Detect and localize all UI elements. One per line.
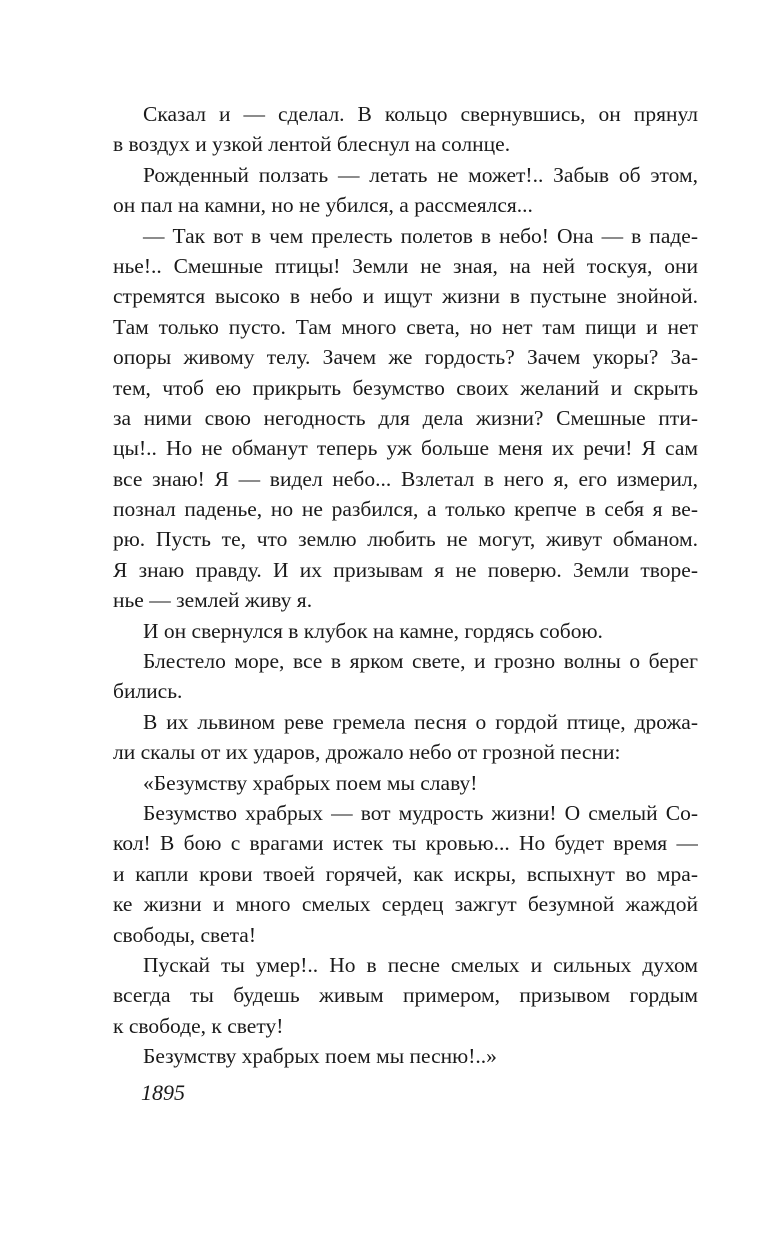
text-line: В их львином реве гремела песня о гордой птице, дрожа- (143, 709, 698, 734)
text-line: к свободе, к свету! (113, 1013, 284, 1038)
text-line: все знаю! Я — видел небо... Взлетал в него я, его измерил, (113, 466, 698, 491)
text-line: цы!.. Но не обманут теперь уж больше меня их речи! Я сам (113, 436, 698, 461)
text-line: Сказал и — сделал. В кольцо свернувшись, он прянул (143, 102, 698, 126)
text-line: тем, чтоб ею прикрыть безумство своих желаний и скрыть (113, 375, 698, 400)
text-line: бились. (113, 679, 183, 704)
text-line: ке жизни и много смелых сердец зажгут безумной жаждой (113, 892, 698, 917)
text-line: И он свернулся в клубок на камне, гордясь собою. (143, 618, 603, 643)
text-line: Там только пусто. Там много света, но нет там пищи и нет (113, 314, 698, 339)
text-line: свободы, света! (113, 922, 256, 947)
text-line: Безумству храбрых поем мы песню!..» (143, 1044, 497, 1069)
text-body (113, 99, 698, 1072)
text-line: в воздух и узкой лентой блеснул на солнце. (113, 132, 511, 157)
text-line: нье — землей живу я. (113, 588, 313, 613)
text-line: и капли крови твоей горячей, как искры, вспыхнут во мра- (113, 861, 698, 886)
text-line: стремятся высоко в небо и ищут жизни в пустыне знойной. (113, 284, 698, 309)
text-line: он пал на камни, но не убился, а рассмеялся... (113, 193, 533, 218)
text-line: за ними свою негодность для дела жизни? Смешные пти- (113, 405, 698, 430)
text-line: нье!.. Смешные птицы! Земли не зная, на ней тоскуя, они (113, 253, 698, 278)
text-line: Пускай ты умер!.. Но в песне смелых и сильных духом (143, 952, 698, 977)
text-line: Рожденный ползать — летать не может!.. Забыв об этом, (143, 162, 698, 187)
year-date: 1895 (141, 1080, 185, 1105)
text-line: кол! В бою с врагами истек ты кровью... Но будет время — (113, 831, 698, 856)
text-line: опоры живому телу. Зачем же гордость? Зачем укоры? За- (113, 345, 698, 370)
text-line: рю. Пусть те, что землю любить не могут, живут обманом. (113, 527, 698, 552)
text-line: ли скалы от их ударов, дрожало небо от грозной песни: (113, 740, 621, 765)
text-line: познал паденье, но не разбился, а только крепче в себя я ве- (113, 497, 698, 522)
text-line: Я знаю правду. И их призывам я не поверю. Земли творе- (113, 557, 698, 582)
text-line: Блестело море, все в ярком свете, и грозно волны о берег (143, 649, 698, 674)
text-line: Безумство храбрых — вот мудрость жизни! О смелый Со- (143, 800, 698, 825)
text-line: «Безумству храбрых поем мы славу! (143, 770, 478, 795)
text-line: — Так вот в чем прелесть полетов в небо! Она — в паде- (143, 223, 698, 248)
text-line: всегда ты будешь живым примером, призывом гордым (113, 983, 698, 1008)
